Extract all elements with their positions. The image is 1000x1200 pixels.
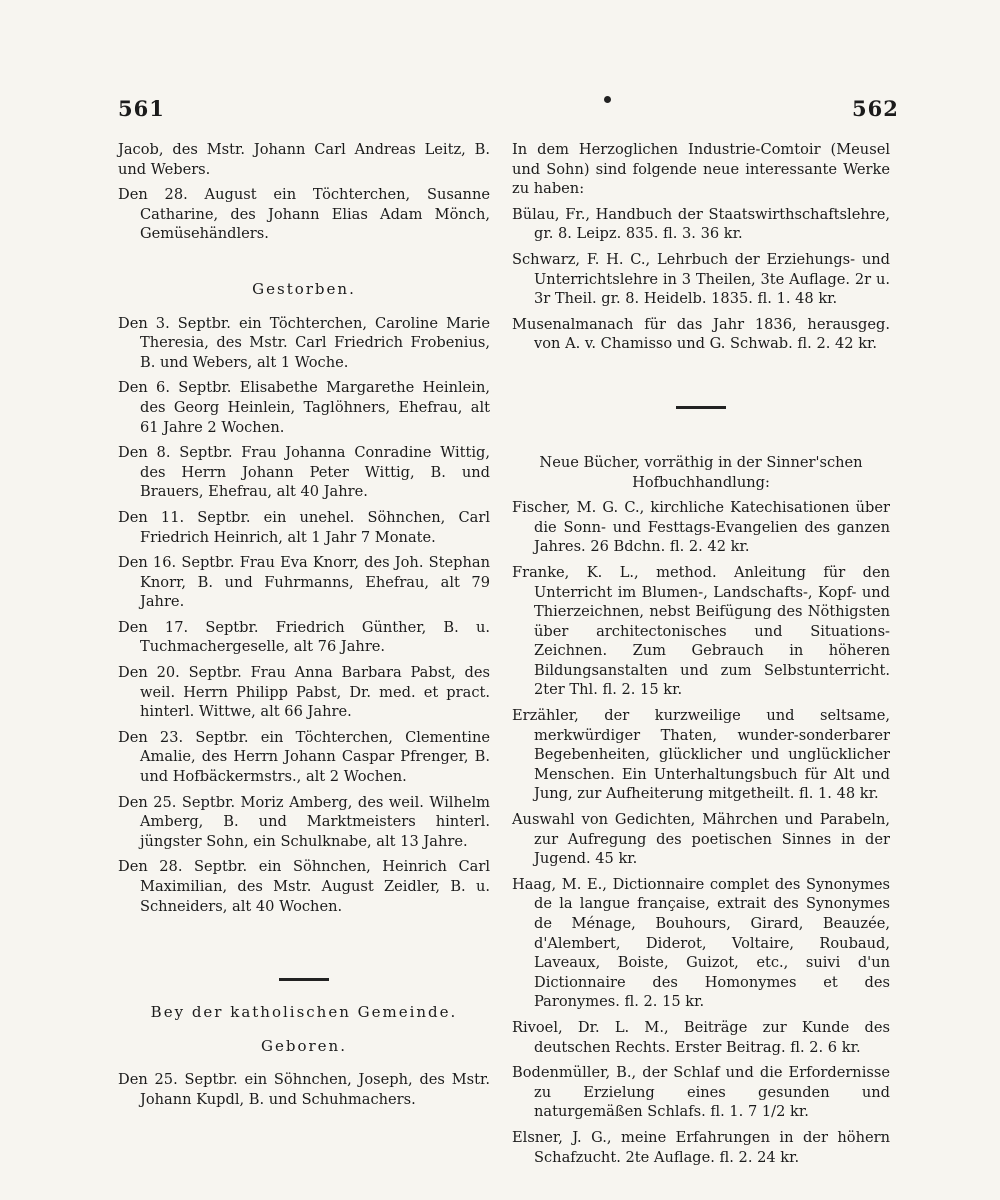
- continuation-text: Jacob, des Mstr. Johann Carl Andreas Leitz, B. und Webers.: [118, 141, 490, 178]
- right-column: [512, 140, 890, 1173]
- death-entry: Den 23. Septbr. ein Töchterchen, Clementine Amalie, des Herrn Johann Caspar Pfrenger, B. und Hofbäckermstrs., alt 2 Wochen.: [118, 728, 490, 786]
- death-entry: Den 20. Septbr. Frau Anna Barbara Pabst, des weil. Herrn Philipp Pabst, Dr. med. et pract. hinterl. Wittwe, alt 66 Jahre.: [118, 664, 490, 721]
- page-number-right: 562: [852, 96, 899, 121]
- book-listing: Franke, K. L., method. Anleitung für den Unterricht im Blumen-, Landschafts-, Kopf- und Thierzeichnen, nebst Beifügung des Nöthigsten über architectonisches und Situations-Zeichnen. Zum Gebrauch in höheren Bildungsanstalten und zum Selbstunterricht. 2ter Thl. fl. 2. 15 kr.: [512, 563, 890, 699]
- book-listing: Musenalmanach für das Jahr 1836, herausgeg. von A. v. Chamisso und G. Schwab. fl. 2. 42 kr.: [512, 315, 890, 353]
- birth-entry: Den 28. August ein Töchterchen, Susanne Catharine, des Johann Elias Adam Mönch, Gemüsehändlers.: [118, 186, 490, 243]
- death-entry: Den 16. Septbr. Frau Eva Knorr, des Joh. Stephan Knorr, B. und Fuhrmanns, Ehefrau, alt 79 Jahre.: [118, 554, 490, 611]
- book-listing: Auswahl von Gedichten, Mährchen und Parabeln, zur Aufregung des poetischen Sinnes in der Jugend. 45 kr.: [512, 811, 890, 868]
- catholic-birth-entry: Den 25. Septbr. ein Söhnchen, Joseph, des Mstr. Johann Kupdl, B. und Schuhmachers.: [118, 1071, 490, 1108]
- book-listing: Fischer, M. G. C., kirchliche Katechisationen über die Sonn- und Festtags-Evangelien des ganzen Jahres. 26 Bdchn. fl. 2. 42 kr.: [512, 499, 890, 556]
- book-listing: Bülau, Fr., Handbuch der Staatswirthschaftslehre, gr. 8. Leipz. 835. fl. 3. 36 kr.: [512, 205, 890, 243]
- book-listing: Erzähler, der kurzweilige und seltsame, merkwürdiger Thaten, wunder-sonderbarer Begebenheiten, glücklicher und unglücklicher Menschen. Ein Unterhaltungsbuch für Alt und Jung, zur Aufheiterung mitgetheilt. fl. 1. 48 kr.: [512, 707, 890, 803]
- death-entry: Den 6. Septbr. Elisabethe Margarethe Heinlein, des Georg Heinlein, Taglöhners, Ehefrau, alt 61 Jahre 2 Wochen.: [118, 379, 490, 436]
- book-listing: Bodenmüller, B., der Schlaf und die Erfordernisse zu Erzielung eines gesunden und naturgemäßen Schlafs. fl. 1. 7 1/2 kr.: [512, 1064, 890, 1121]
- section-heading-catholic: Bey der katholischen Gemeinde.: [150, 1003, 458, 1022]
- left-column: [118, 140, 490, 1116]
- book-listing: Schwarz, F. H. C., Lehrbuch der Erziehungs- und Unterrichtslehre in 3 Theilen, 3te Auflage. 2r u. 3r Theil. gr. 8. Heidelb. 1835. fl. 1. 48 kr.: [512, 250, 890, 308]
- death-entry: Den 17. Septbr. Friedrich Günther, B. u. Tuchmachergeselle, alt 76 Jahre.: [118, 618, 490, 656]
- death-entry: Den 11. Septbr. ein unehel. Söhnchen, Carl Friedrich Heinrich, alt 1 Jahr 7 Monate.: [118, 508, 490, 546]
- death-entry: Den 25. Septbr. Moriz Amberg, des weil. Wilhelm Amberg, B. und Marktmeisters hinterl. jüngster Sohn, ein Schulknabe, alt 13 Jahre.: [118, 793, 490, 850]
- ink-dot: [604, 96, 611, 103]
- advert-intro: In dem Herzoglichen Industrie-Comtoir (Meusel und Sohn) sind folgende neue interessante Werke zu haben:: [512, 141, 890, 198]
- book-listing: Elsner, J. G., meine Erfahrungen in der höhern Schafzucht. 2te Auflage. fl. 2. 24 kr.: [512, 1128, 890, 1166]
- advert-heading-sinner: Neue Bücher, vorräthig in der Sinner'schen Hofbuchhandlung:: [539, 453, 863, 491]
- death-entry: Den 8. Septbr. Frau Johanna Conradine Wittig, des Herrn Johann Peter Wittig, B. und Brauers, Ehefrau, alt 40 Jahre.: [118, 444, 490, 501]
- death-entry: Den 28. Septbr. ein Söhnchen, Heinrich Carl Maximilian, des Mstr. August Zeidler, B. u. Schneiders, alt 40 Wochen.: [118, 858, 490, 915]
- book-listing: Rivoel, Dr. L. M., Beiträge zur Kunde des deutschen Rechts. Erster Beitrag. fl. 2. 6 kr.: [512, 1018, 890, 1056]
- page-number-left: 561: [118, 96, 165, 121]
- section-heading-born: Geboren.: [261, 1036, 347, 1055]
- death-entry: Den 3. Septbr. ein Töchterchen, Caroline Marie Theresia, des Mstr. Carl Friedrich Frobenius, B. und Webers, alt 1 Woche.: [118, 314, 490, 371]
- section-heading-died: Gestorben.: [252, 279, 356, 298]
- book-listing: Haag, M. E., Dictionnaire complet des Synonymes de la langue française, extrait des Synonymes de Ménage, Bouhours, Girard, Beauzée, d'Alembert, Diderot, Voltaire, Roubaud, Laveaux, Boiste, Guizot, etc., suivi d'un Dictionnaire des Homonymes et des Paronymes. fl. 2. 15 kr.: [512, 875, 890, 1011]
